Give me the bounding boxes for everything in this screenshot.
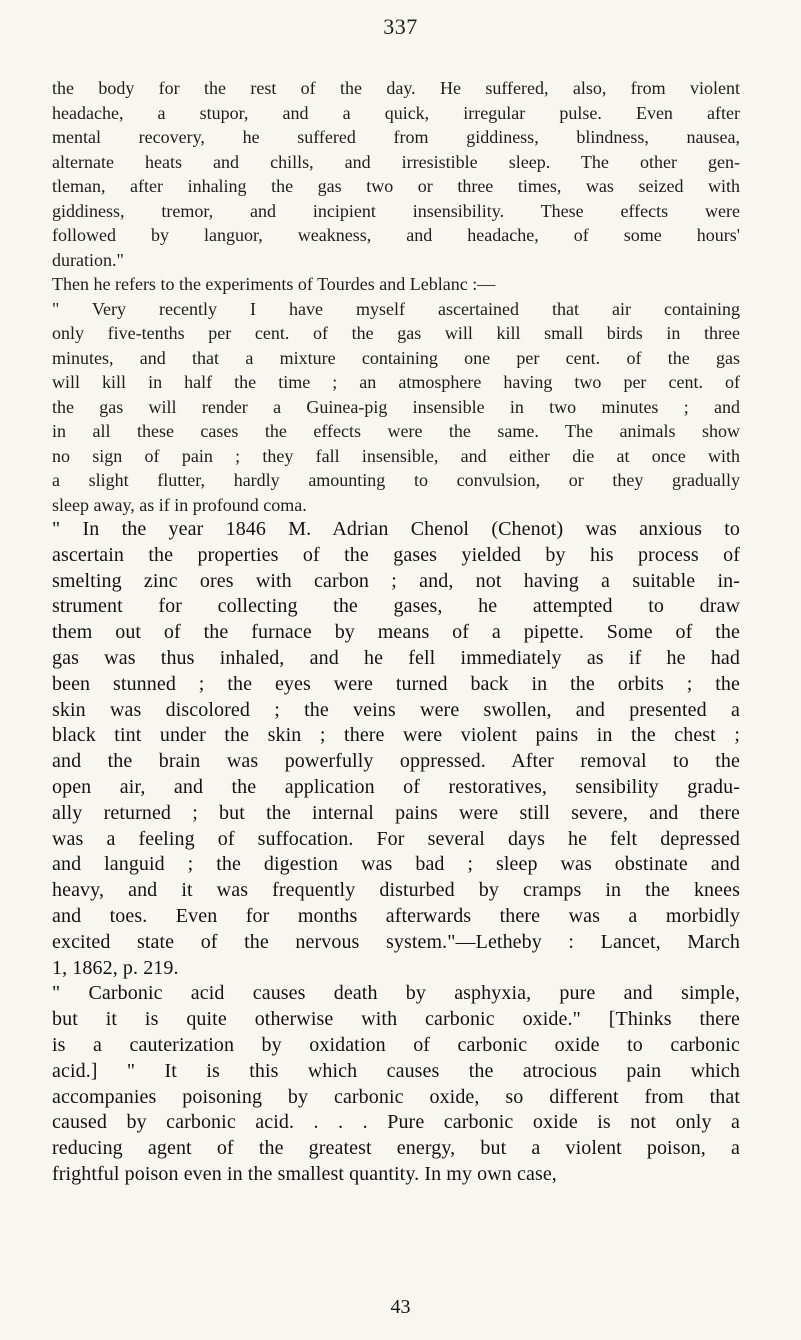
text-line: smelting zinc ores with carbon ; and, not having a suitable in- bbox=[52, 569, 740, 592]
text-line: was a feeling of suffocation. For several days he felt depressed bbox=[52, 827, 740, 850]
text-line: a slight flutter, hardly amounting to convulsion, or they gradually bbox=[52, 470, 740, 490]
text-line: ally returned ; but the internal pains were still severe, and there bbox=[52, 801, 740, 824]
text-line: and the brain was powerfully oppressed. After removal to the bbox=[52, 750, 740, 773]
text-line: skin was discolored ; the veins were swollen, and presented a bbox=[52, 698, 740, 721]
text-line: minutes, and that a mixture containing one per cent. of the gas bbox=[52, 347, 740, 368]
text-line: and toes. Even for months afterwards there was a morbidly bbox=[52, 904, 740, 927]
text-line: accompanies poisoning by carbonic oxide, so different from that bbox=[52, 1085, 740, 1108]
paragraph bbox=[52, 981, 740, 1187]
text-line: " Very recently I have myself ascertained that air containing bbox=[52, 298, 740, 319]
paragraph bbox=[52, 76, 740, 272]
text-line: strument for collecting the gases, he attempted to draw bbox=[52, 595, 740, 618]
paragraph bbox=[52, 517, 740, 981]
text-line: " In the year 1846 M. Adrian Chenol (Chenot) was anxious to bbox=[52, 518, 740, 540]
text-line: and languid ; the digestion was bad ; sleep was obstinate and bbox=[52, 853, 740, 876]
text-line: only five-tenths per cent. of the gas will kill small birds in three bbox=[52, 323, 740, 343]
text-line: the body for the rest of the day. He suffered, also, from violent bbox=[52, 78, 740, 98]
text-line: caused by carbonic acid. . . . Pure carbonic oxide is not only a bbox=[52, 1111, 740, 1134]
text-line: them out of the furnace by means of a pipette. Some of the bbox=[52, 621, 740, 644]
text-line: mental recovery, he suffered from giddiness, blindness, nausea, bbox=[52, 127, 740, 147]
text-line: frightful poison even in the smallest quantity. In my own case, bbox=[52, 1162, 557, 1185]
text-line: will kill in half the time ; an atmosphere having two per cent. of bbox=[52, 372, 740, 392]
paragraphs bbox=[52, 76, 740, 1188]
text-line: Then he refers to the experiments of Tourdes and Leblanc :— bbox=[52, 274, 496, 294]
text-line: giddiness, tremor, and incipient insensibility. These effects were bbox=[52, 200, 740, 221]
text-line: 1, 1862, p. 219. bbox=[52, 956, 179, 979]
text-line: reducing agent of the greatest energy, but a violent poison, a bbox=[52, 1137, 740, 1160]
text-line: gas was thus inhaled, and he fell immediately as if he had bbox=[52, 646, 740, 669]
text-line: heavy, and it was frequently disturbed by cramps in the knees bbox=[52, 879, 740, 902]
text-line: tleman, after inhaling the gas two or three times, was seized with bbox=[52, 176, 740, 196]
text-line: black tint under the skin ; there were violent pains in the chest ; bbox=[52, 724, 740, 747]
page-number: 337 bbox=[383, 14, 418, 39]
text-line: alternate heats and chills, and irresistible sleep. The other gen- bbox=[52, 151, 740, 172]
body-text bbox=[52, 76, 740, 1188]
text-line: acid.] " It is this which causes the atrocious pain which bbox=[52, 1059, 740, 1082]
text-line: is a cauterization by oxidation of carbonic oxide to carbonic bbox=[52, 1033, 740, 1056]
paragraph bbox=[52, 272, 740, 297]
text-line: no sign of pain ; they fall insensible, and either die at once with bbox=[52, 445, 740, 466]
text-line: been stunned ; the eyes were turned back in the orbits ; the bbox=[52, 672, 740, 695]
text-line: open air, and the application of restoratives, sensibility gradu- bbox=[52, 775, 740, 798]
text-line: excited state of the nervous system."—Letheby : Lancet, March bbox=[52, 930, 740, 953]
text-line: followed by languor, weakness, and headache, of some hours' bbox=[52, 225, 740, 245]
text-line: but it is quite otherwise with carbonic oxide." [Thinks there bbox=[52, 1008, 740, 1031]
text-line: in all these cases the effects were the same. The animals show bbox=[52, 421, 740, 441]
signature-mark: 43 bbox=[390, 1296, 411, 1318]
text-line: headache, a stupor, and a quick, irregular pulse. Even after bbox=[52, 102, 740, 123]
text-line: sleep away, as if in profound coma. bbox=[52, 494, 307, 515]
text-line: ascertain the properties of the gases yielded by his process of bbox=[52, 543, 740, 566]
text-line: the gas will render a Guinea-pig insensible in two minutes ; and bbox=[52, 396, 740, 417]
paragraph bbox=[52, 297, 740, 518]
text-line: duration." bbox=[52, 249, 124, 270]
text-line: " Carbonic acid causes death by asphyxia, pure and simple, bbox=[52, 982, 740, 1005]
